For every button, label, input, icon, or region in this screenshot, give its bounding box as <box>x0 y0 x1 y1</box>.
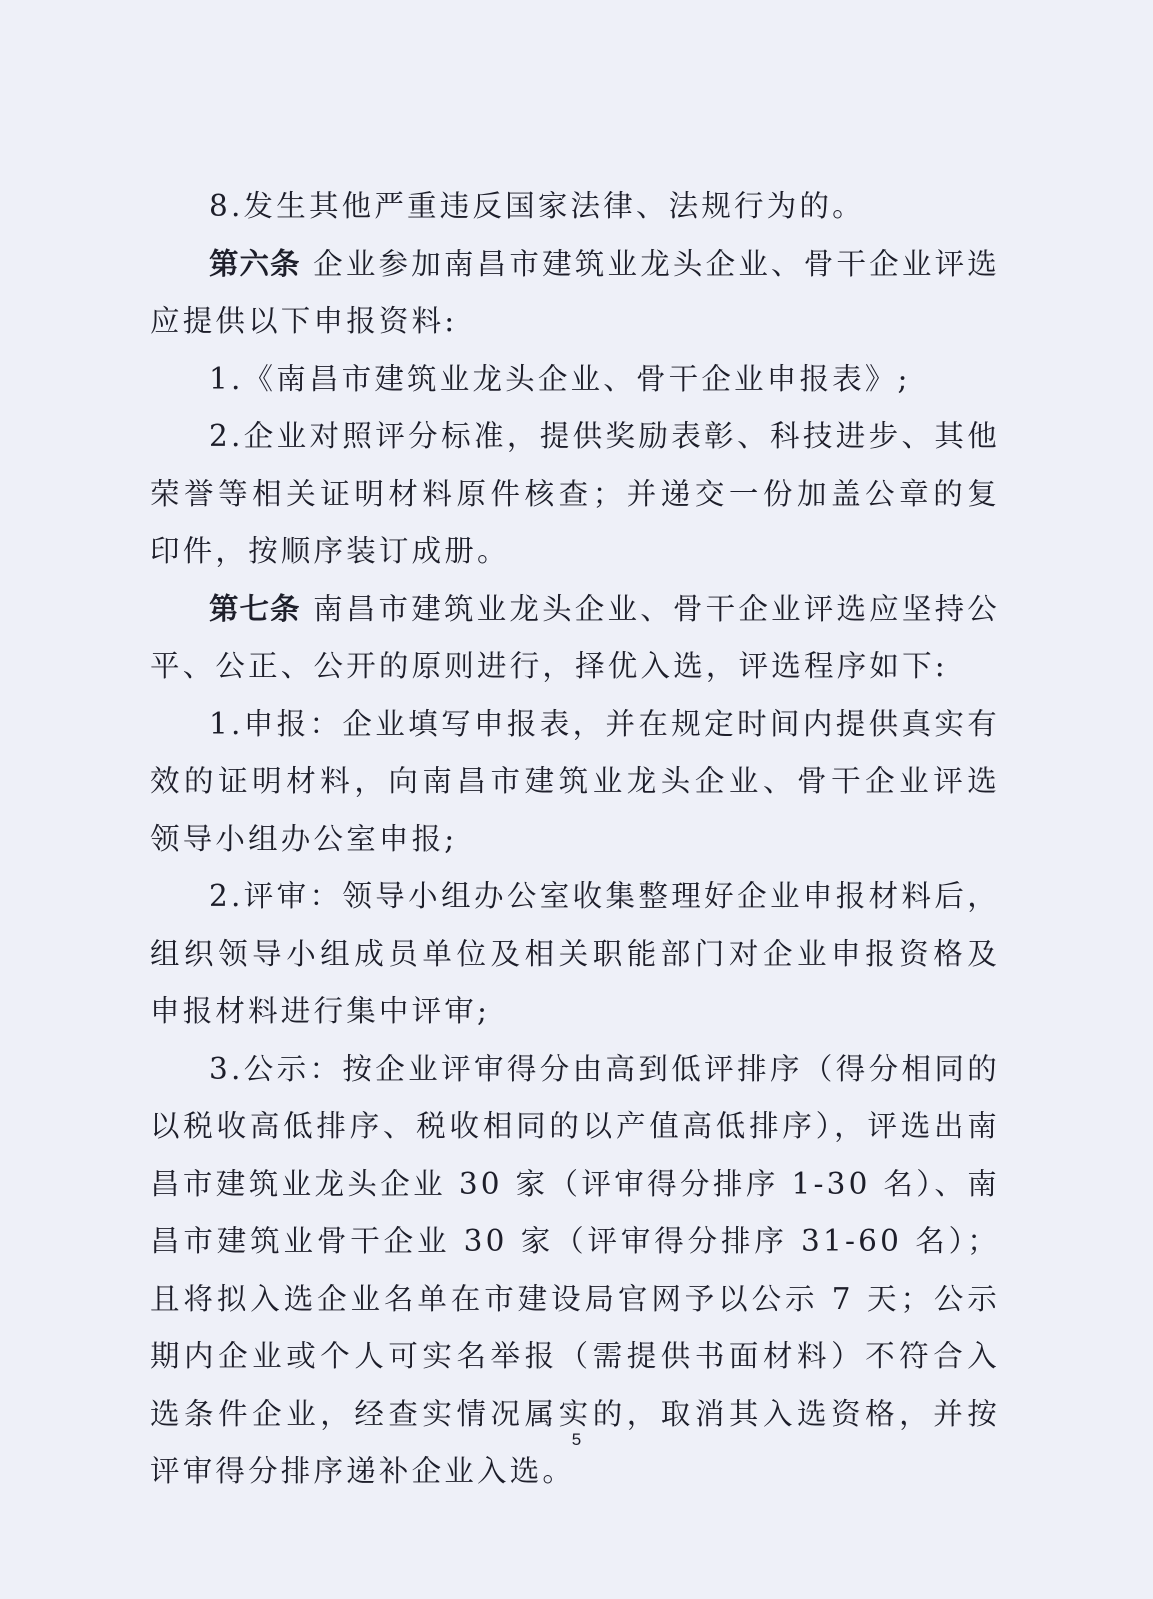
paragraph-step-review <box>150 868 1000 1041</box>
article-heading: 第六条 <box>209 246 301 281</box>
paragraph-text: 2.评审：领导小组办公室收集整理好企业申报材料后，组织领导小组成员单位及相关职能部门对企业申报资格及申报材料进行集中评审; <box>150 879 1000 1028</box>
article-7-paragraph <box>150 581 1000 696</box>
page-number: 5 <box>571 1430 582 1449</box>
paragraph-text: 8.发生其他严重违反国家法律、法规行为的。 <box>209 189 865 223</box>
article-6-paragraph <box>150 236 1000 351</box>
paragraph-text: 2.企业对照评分标准，提供奖励表彰、科技进步、其他荣誉等相关证明材料原件核查；并递交一份加盖公章的复印件，按顺序装订成册。 <box>150 419 1000 568</box>
paragraph-item-8 <box>150 178 1000 236</box>
paragraph-text: 1.《南昌市建筑业龙头企业、骨干企业申报表》; <box>209 361 911 396</box>
article-heading: 第七条 <box>209 591 301 626</box>
paragraph-text: 3.公示：按企业评审得分由高到低评排序（得分相同的以税收高低排序、税收相同的以产值高低排序），评选出南昌市建筑业龙头企业 30 家（评审得分排序 1-30 名）、南昌市建筑业骨干企业 30 家（评审得分排序 31-60 名）；且将拟入选企业名单在市建设局官网予以公示 7 天；公示期内企业或个人可实名举报（需提供书面材料）不符合入选条件企业，经查实情况属实的，取消其入选资格，并按评审得分排序递补企业入选。 <box>150 1051 1000 1488</box>
paragraph-text: 南昌市建筑业龙头企业、骨干企业评选应坚持公平、公正、公开的原则进行，择优入选，评选程序如下: <box>150 591 1000 683</box>
paragraph-material-1 <box>150 351 1000 409</box>
paragraph-step-apply <box>150 696 1000 869</box>
paragraph-material-2 <box>150 408 1000 581</box>
paragraph-text: 1.申报：企业填写申报表，并在规定时间内提供真实有效的证明材料，向南昌市建筑业龙头企业、骨干企业评选领导小组办公室申报; <box>150 706 1000 856</box>
body-text <box>150 178 1000 1501</box>
paragraph-text: 企业参加南昌市建筑业龙头企业、骨干企业评选应提供以下申报资料: <box>150 246 1000 338</box>
